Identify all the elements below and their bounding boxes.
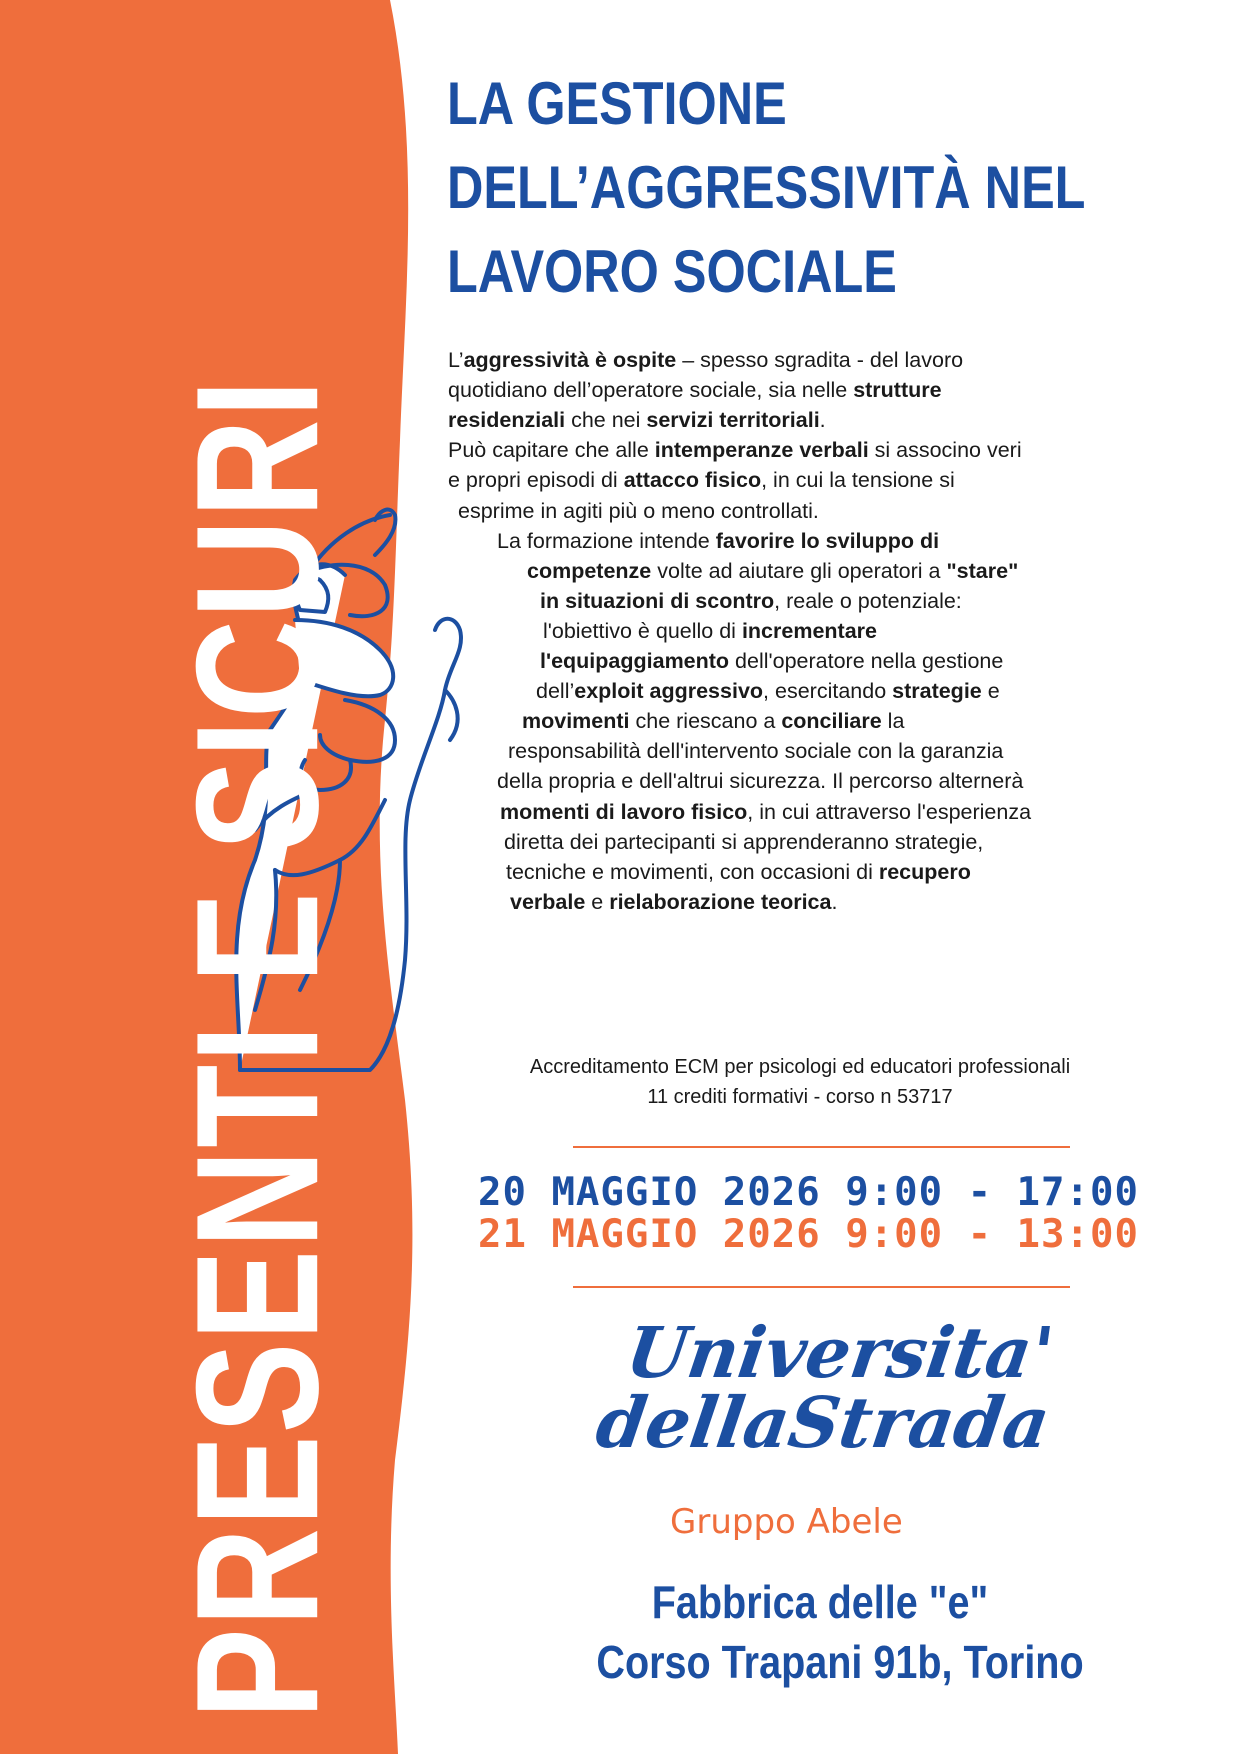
text: .	[819, 408, 826, 433]
text: diretta dei partecipanti si apprenderanno strategie,	[504, 829, 984, 854]
text: Può capitare che alle	[448, 438, 655, 463]
bold-text: attacco fisico	[623, 468, 762, 493]
text: responsabilità dell'intervento sociale con la garanzia	[508, 739, 1004, 764]
bold-text: strutture	[853, 378, 942, 403]
description-line	[458, 499, 819, 524]
text: dell'operatore nella gestione	[729, 649, 1004, 673]
description-line	[448, 438, 1022, 463]
description-line	[506, 860, 971, 885]
bold-text: intemperanze verbali	[654, 438, 869, 463]
bold-text: conciliare	[781, 709, 882, 734]
description-line	[536, 679, 1000, 704]
bold-text: in situazioni di scontro	[540, 588, 775, 613]
description-line	[497, 769, 1023, 794]
text: , in cui attraverso l'esperienza	[747, 799, 1032, 824]
description-line	[448, 348, 963, 373]
logo-line-2: dellaStrada	[591, 1381, 1055, 1464]
description-line	[540, 589, 962, 614]
text: , reale o potenziale:	[774, 588, 962, 613]
text: la	[881, 709, 905, 734]
text: L’	[448, 348, 464, 372]
text: tecniche e movimenti, con occasioni di	[506, 859, 879, 884]
bold-text: servizi territoriali	[646, 408, 820, 433]
text: .	[831, 889, 838, 914]
text: che riescano a	[629, 709, 782, 734]
description-line	[540, 649, 1003, 674]
date-day-1: 20 MAGGIO 2026 9:00 - 17:00	[478, 1170, 1139, 1215]
bold-text: "stare"	[946, 558, 1019, 583]
bold-text: competenze	[527, 558, 652, 583]
bold-text: residenziali	[448, 408, 566, 433]
headline-line-2: DELL’AGGRESSIVITÀ NEL	[447, 154, 1086, 221]
vertical-title: PRESENTI E SICURI	[159, 377, 355, 1719]
headline-line-3: LAVORO SOCIALE	[447, 238, 897, 305]
description-line	[543, 619, 877, 644]
text: dell’	[536, 679, 575, 704]
text: della propria e dell'altrui sicurezza. Il percorso alternerà	[497, 769, 1024, 794]
bold-text: exploit aggressivo	[574, 679, 764, 704]
accreditation-line-2: 11 crediti formativi - corso n 53717	[647, 1086, 953, 1108]
text: e	[981, 679, 1000, 704]
bold-text: movimenti	[522, 709, 630, 734]
bold-text: strategie	[892, 679, 982, 704]
date-day-2: 21 MAGGIO 2026 9:00 - 13:00	[478, 1212, 1139, 1257]
bold-text: l'equipaggiamento	[540, 649, 730, 673]
text: quotidiano dell’operatore sociale, sia nelle	[448, 378, 854, 403]
description-line	[500, 800, 1031, 825]
bold-text: favorire lo sviluppo di	[715, 528, 940, 553]
text: , in cui la tensione si	[761, 468, 955, 493]
divider-top	[573, 1146, 1070, 1148]
text: si associno veri	[868, 438, 1022, 463]
accreditation-info	[440, 1052, 1160, 1112]
headline	[447, 62, 1085, 314]
description-line	[448, 408, 826, 433]
gruppo-abele-label: Gruppo Abele	[670, 1502, 903, 1542]
bold-text: aggressività è ospite	[463, 348, 677, 372]
text: e propri episodi di	[448, 468, 624, 493]
text: esprime in agiti più o meno controllati.	[458, 498, 819, 523]
text: l'obiettivo è quello di	[543, 618, 742, 643]
text: e	[585, 889, 610, 914]
venue-name: Fabbrica delle "e"	[651, 1576, 989, 1628]
description-line	[448, 378, 942, 403]
description-line	[510, 890, 837, 915]
divider-bottom	[573, 1286, 1070, 1288]
description-line	[504, 830, 983, 855]
text: che nei	[565, 408, 647, 433]
bold-text: recupero	[878, 859, 971, 884]
description-line	[448, 468, 955, 493]
text: volte ad aiutare gli operatori a	[651, 558, 947, 583]
description-line	[508, 739, 1003, 764]
accreditation-line-1: Accreditamento ECM per psicologi ed educatori professionali	[529, 1056, 1071, 1078]
text: – spesso sgradita - del lavoro	[676, 348, 964, 372]
bold-text: incrementare	[741, 618, 877, 643]
logo-line-1: Universita'	[621, 1311, 1059, 1394]
description-line	[522, 709, 904, 734]
venue-info	[560, 1572, 1084, 1692]
text: , esercitando	[763, 679, 893, 704]
text: La formazione intende	[497, 528, 716, 553]
description-line	[527, 559, 1018, 584]
bold-text: rielaborazione teorica	[609, 889, 832, 914]
headline-line-1: LA GESTIONE	[447, 70, 787, 137]
bold-text: verbale	[510, 889, 586, 914]
bold-text: momenti di lavoro fisico	[500, 799, 748, 824]
description-line	[497, 529, 939, 554]
venue-address: Corso Trapani 91b, Torino	[596, 1636, 1084, 1688]
